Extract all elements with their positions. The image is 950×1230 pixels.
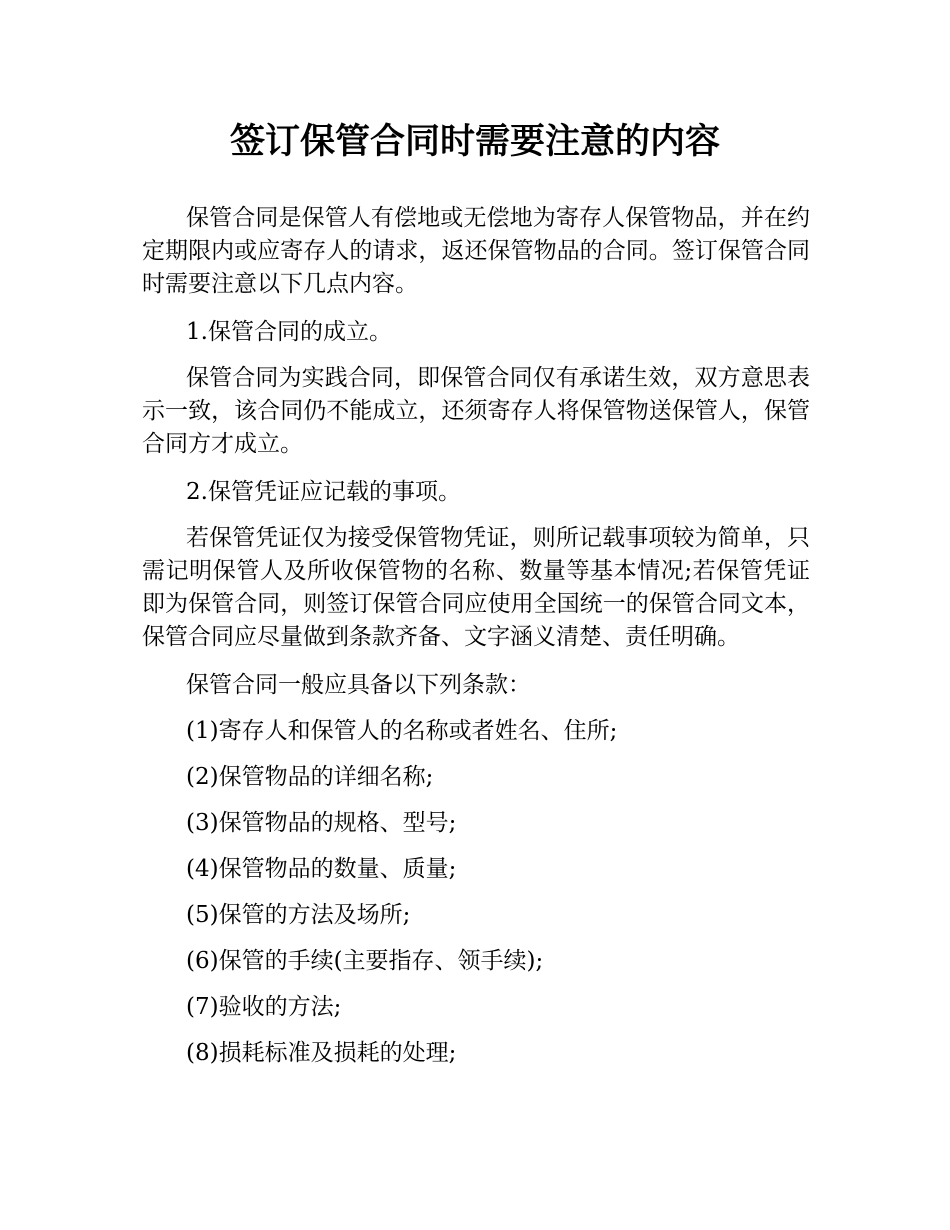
clauses-intro: 保管合同一般应具备以下列条款：	[186, 672, 531, 698]
document-title: 签订保管合同时需要注意的内容	[229, 122, 720, 162]
clause-item: (5)保管的方法及场所;	[186, 902, 411, 928]
section-heading-2: 2.保管凭证应记载的事项。	[186, 479, 461, 505]
section-heading-1: 1.保管合同的成立。	[186, 319, 392, 345]
clause-item: (3)保管物品的规格、型号;	[186, 810, 457, 836]
clause-item: (4)保管物品的数量、质量;	[186, 856, 457, 882]
clause-item: (1)寄存人和保管人的名称或者姓名、住所;	[186, 718, 618, 744]
clause-item: (6)保管的手续(主要指存、领手续);	[186, 948, 544, 974]
clause-item: (7)验收的方法;	[186, 994, 342, 1020]
clause-item: (8)损耗标准及损耗的处理;	[186, 1040, 457, 1066]
intro-paragraph: 保管合同是保管人有偿地或无偿地为寄存人保管物品，并在约定期限内或应寄存人的请求，返还保管物品的合同。签订保管合同时需要注意以下几点内容。	[142, 205, 810, 297]
clause-item: (2)保管物品的详细名称;	[186, 764, 434, 790]
document-body	[142, 202, 810, 1083]
contract-formation-paragraph: 保管合同为实践合同，即保管合同仅有承诺生效，双方意思表示一致，该合同仍不能成立，还须寄存人将保管物送保管人，保管合同方才成立。	[142, 365, 810, 457]
voucher-paragraph: 若保管凭证仅为接受保管物凭证，则所记载事项较为简单，只需记明保管人及所收保管物的名称、数量等基本情况;若保管凭证即为保管合同，则签订保管合同应使用全国统一的保管合同文本，保管合同应尽量做到条款齐备、文字涵义清楚、责任明确。	[142, 525, 810, 650]
